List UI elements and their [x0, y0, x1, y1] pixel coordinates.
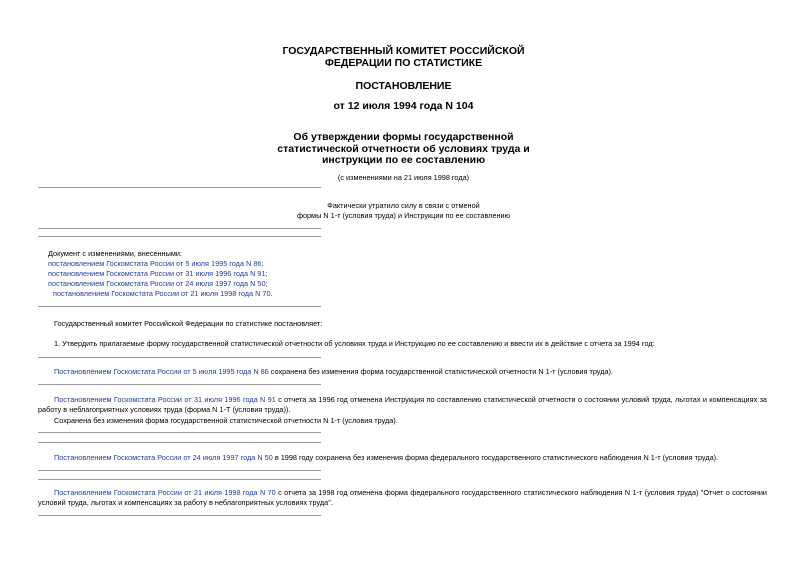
divider: [38, 228, 321, 229]
note-1995-text: сохранена без изменения форма государственной статистической отчетности N 1-т (условия труда).: [268, 367, 613, 376]
doc-type: ПОСТАНОВЛЕНИЕ: [355, 80, 452, 92]
note-1998-link[interactable]: Постановлением Госкомстата России от 21 июля 1998 года N 70: [54, 488, 276, 497]
revision-note: (с изменениями на 21 июля 1998 года): [337, 173, 470, 182]
divider: [38, 357, 321, 358]
divider: [38, 236, 321, 237]
divider: [38, 187, 321, 188]
divider: [38, 442, 321, 443]
note-1995: [54, 367, 613, 377]
note-1998-text: с отчета за 1998 год отменена форма федерального государственного статистического наблюдения N 1-т (условия труда) "Отчет о состоянии условий труда, льготах и компенсациях за работу в неблагоприятных условиях труда".: [38, 488, 767, 507]
note-1997: [54, 453, 718, 463]
amendment-link-1996[interactable]: постановлением Госкомстата России от 31 июля 1996 года N 91;: [48, 269, 268, 278]
doc-date: от 12 июля 1994 года N 104: [333, 100, 474, 112]
item-1: 1. Утвердить прилагаемые форму государственной статистической отчетности об условиях труда и Инструкцию по ее составлению и ввести их в действие с отчета за 1994 год:: [54, 339, 655, 348]
note-1996-text: с отчета за 1996 год отменена Инструкция по составлению статистической отчетности о состоянии условий труда, льготах и компенсациях за работу в неблагоприятных условиях труда (форма N 1-Т (условия труда)).: [38, 395, 767, 414]
status-note-line2: формы N 1-т (условия труда) и Инструкции по ее составлению: [296, 211, 511, 220]
note-1998: [38, 488, 767, 508]
note-1996-extra: Сохранена без изменения форма государственной статистической отчетности N 1-т (условия труда).: [54, 416, 398, 425]
divider: [38, 432, 321, 433]
note-1997-text: в 1998 году сохранена без изменения форма федерального государственного статистического наблюдения N 1-т (условия труда).: [272, 453, 719, 462]
status-note-line1: Фактически утратило силу в связи с отменой: [327, 201, 480, 210]
org-name-line1: ГОСУДАРСТВЕННЫЙ КОМИТЕТ РОССИЙСКОЙ: [282, 45, 525, 57]
preamble: Государственный комитет Российской Федерации по статистике постановляет:: [54, 319, 323, 328]
doc-title-line3: инструкции по ее составлению: [321, 154, 486, 166]
divider: [38, 384, 321, 385]
divider: [38, 306, 321, 307]
divider: [38, 470, 321, 471]
doc-title-line2: статистической отчетности об условиях труда и: [277, 143, 530, 155]
amendment-link-1995[interactable]: постановлением Госкомстата России от 5 июля 1995 года N 86;: [48, 259, 264, 268]
divider: [38, 515, 321, 516]
note-1996-link[interactable]: Постановлением Госкомстата России от 31 июля 1996 года N 91: [54, 395, 276, 404]
note-1997-link[interactable]: Постановлением Госкомстата России от 24 июля 1997 года N 50: [54, 453, 273, 462]
org-name-line2: ФЕДЕРАЦИИ ПО СТАТИСТИКЕ: [324, 57, 483, 69]
amendment-link-1998[interactable]: постановлением Госкомстата России от 21 июля 1998 года N 70.: [53, 289, 273, 298]
note-1995-link[interactable]: Постановлением Госкомстата России от 5 июля 1995 года N 86: [54, 367, 269, 376]
amendments-intro: Документ с изменениями, внесенными:: [48, 249, 182, 258]
amendment-link-1997[interactable]: постановлением Госкомстата России от 24 июля 1997 года N 50;: [48, 279, 268, 288]
divider: [38, 479, 321, 480]
note-1996: [38, 395, 767, 415]
doc-title-line1: Об утверждении формы государственной: [293, 131, 514, 143]
